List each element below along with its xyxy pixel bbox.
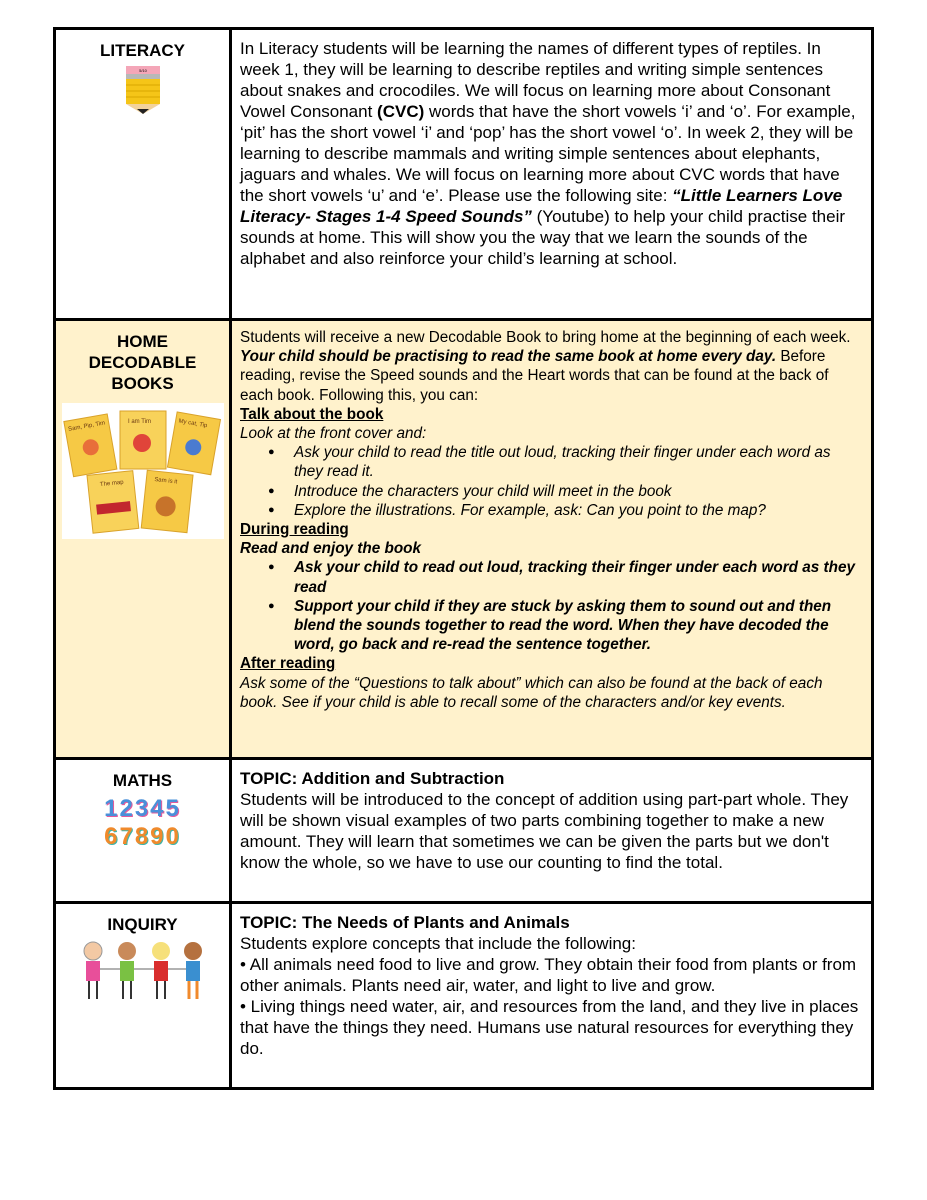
numbers-graphic-2 — [56, 823, 229, 851]
numbers-row-1: 12345 — [104, 795, 181, 822]
talk-heading: Talk about the book — [240, 405, 384, 423]
literacy-cell-left — [56, 30, 232, 318]
decodable-row — [56, 321, 871, 760]
decodable-intro — [240, 328, 863, 405]
inquiry-point: • All animals need food to live and grow. They obtain their food from plants or from other animals. Plants need air, water, and light to live and grow. — [240, 955, 857, 995]
list-item: ● Explore the illustrations. For example, ask: Can you point to the map? — [294, 501, 863, 520]
book-title: My cat, Tip — [177, 418, 208, 430]
maths-heading: MATHS — [112, 771, 173, 790]
decodable-cell-left — [56, 321, 232, 757]
child-figure — [184, 942, 202, 999]
book-cover — [141, 470, 193, 532]
books-image — [62, 403, 224, 539]
during-list — [240, 558, 863, 654]
list-item: ● Support your child if they are stuck by asking them to sound out and then blend the sounds together to read the word. When they have decoded the word, go back and re-read the sentence together. — [294, 597, 863, 655]
numbers-row-2: 67890 — [104, 823, 181, 850]
decodable-intro-part-1: Students will receive a new Decodable Book to bring home at the beginning of each week. — [240, 329, 851, 346]
inquiry-cell-left — [56, 904, 232, 1087]
talk-intro: Look at the front cover and: — [240, 425, 427, 443]
book-cover — [86, 471, 138, 533]
list-item: ● Introduce the characters your child will meet in the book — [294, 482, 863, 501]
literacy-row — [56, 30, 871, 321]
during-intro: Read and enjoy the book — [240, 540, 422, 558]
child-figure — [84, 942, 102, 999]
cvc-label: (CVC) — [377, 102, 425, 121]
literacy-heading: LITERACY — [100, 41, 185, 60]
pencil-label: 5/10 — [138, 68, 147, 73]
child-figure — [152, 942, 170, 999]
inquiry-cell-right — [232, 904, 871, 1087]
decodable-heading-3: BOOKS — [111, 374, 174, 393]
child-figure — [118, 942, 136, 999]
during-heading: During reading — [240, 521, 349, 539]
maths-cell-left — [56, 760, 232, 901]
book-cover — [167, 412, 220, 475]
decodable-heading-1: HOME — [117, 332, 168, 351]
children-icon — [77, 939, 209, 1005]
inquiry-intro: Students explore concepts that include the following: — [240, 934, 636, 953]
literacy-text-part-3: (Youtube) to help your child practise their sounds at home. This will show you the way that we learn the sounds of the alphabet and also reinforce your child’s learning at school. — [240, 207, 846, 268]
maths-topic: TOPIC: Addition and Subtraction — [240, 769, 505, 788]
inquiry-row — [56, 904, 871, 1087]
book-title: Sam is it — [153, 477, 178, 486]
book-title: The map — [99, 479, 124, 489]
maths-text: Students will be introduced to the concept of addition using part-part whole. They will be shown visual examples of two parts combining together to make a new amount. They will learn that sometimes we can be given the parts but we don't know the whole, so we have to use our counting to find the total. — [240, 790, 849, 872]
decodable-intro-part-2: Before reading, revise the Speed sounds and the Heart words that can be found at the back of each book. Following this, you can: — [240, 348, 829, 404]
decodable-cell-right — [232, 321, 871, 757]
inquiry-point: • Living things need water, air, and resources from the land, and they live in places that have the things they need. Humans use natural resources for everything they do. — [240, 997, 859, 1058]
book-cover — [63, 414, 116, 477]
literacy-text-part-1: In Literacy students will be learning the names of different types of reptiles. In week 1, they will be learning to describe reptiles and writing simple sentences about snakes and crocodiles. We will focus on learning more about Consonant Vowel Consonant — [240, 39, 831, 121]
book-title: I am Tim — [127, 419, 151, 425]
talk-list — [240, 443, 863, 520]
literacy-text — [240, 38, 863, 269]
pencil-icon — [123, 64, 163, 116]
book-cover — [120, 411, 166, 469]
literacy-site-name: “Little Learners Love Literacy- Stages 1-4 Speed Sounds” — [240, 186, 843, 226]
maths-row — [56, 760, 871, 904]
list-item: ● Ask your child to read out loud, tracking their finger under each word as they read — [294, 558, 863, 596]
literacy-cell-right — [232, 30, 871, 318]
book-title: Sam, Pip, Tim — [67, 420, 106, 433]
decodable-intro-bold: Your child should be practising to read the same book at home every day. — [240, 348, 777, 366]
newsletter-table — [53, 27, 874, 1090]
after-heading: After reading — [240, 655, 336, 673]
decodable-heading-2: DECODABLE — [88, 353, 197, 372]
after-text: Ask some of the “Questions to talk about” which can also be found at the back of each book. See if your child is able to recall some of the characters and/or key events. — [240, 674, 823, 711]
inquiry-topic: TOPIC: The Needs of Plants and Animals — [240, 913, 570, 932]
numbers-graphic — [56, 795, 229, 823]
list-item: ● Ask your child to read the title out loud, tracking their finger under each word as they read it. — [294, 443, 863, 481]
inquiry-heading: INQUIRY — [107, 915, 178, 934]
maths-cell-right — [232, 760, 871, 901]
literacy-text-part-2: words that have the short vowels ‘i’ and ‘o’. For example, ‘pit’ has the short vowel ‘i’ and ‘pop’ has the short vowel ‘o’. In week 2, they will be learning to describe mammals and writing simple sentences about elephants, jaguars and whales. We will focus on learning more about CVC words that have the short vowels ‘u’ and ‘e’. Please use the following site: — [240, 102, 856, 205]
